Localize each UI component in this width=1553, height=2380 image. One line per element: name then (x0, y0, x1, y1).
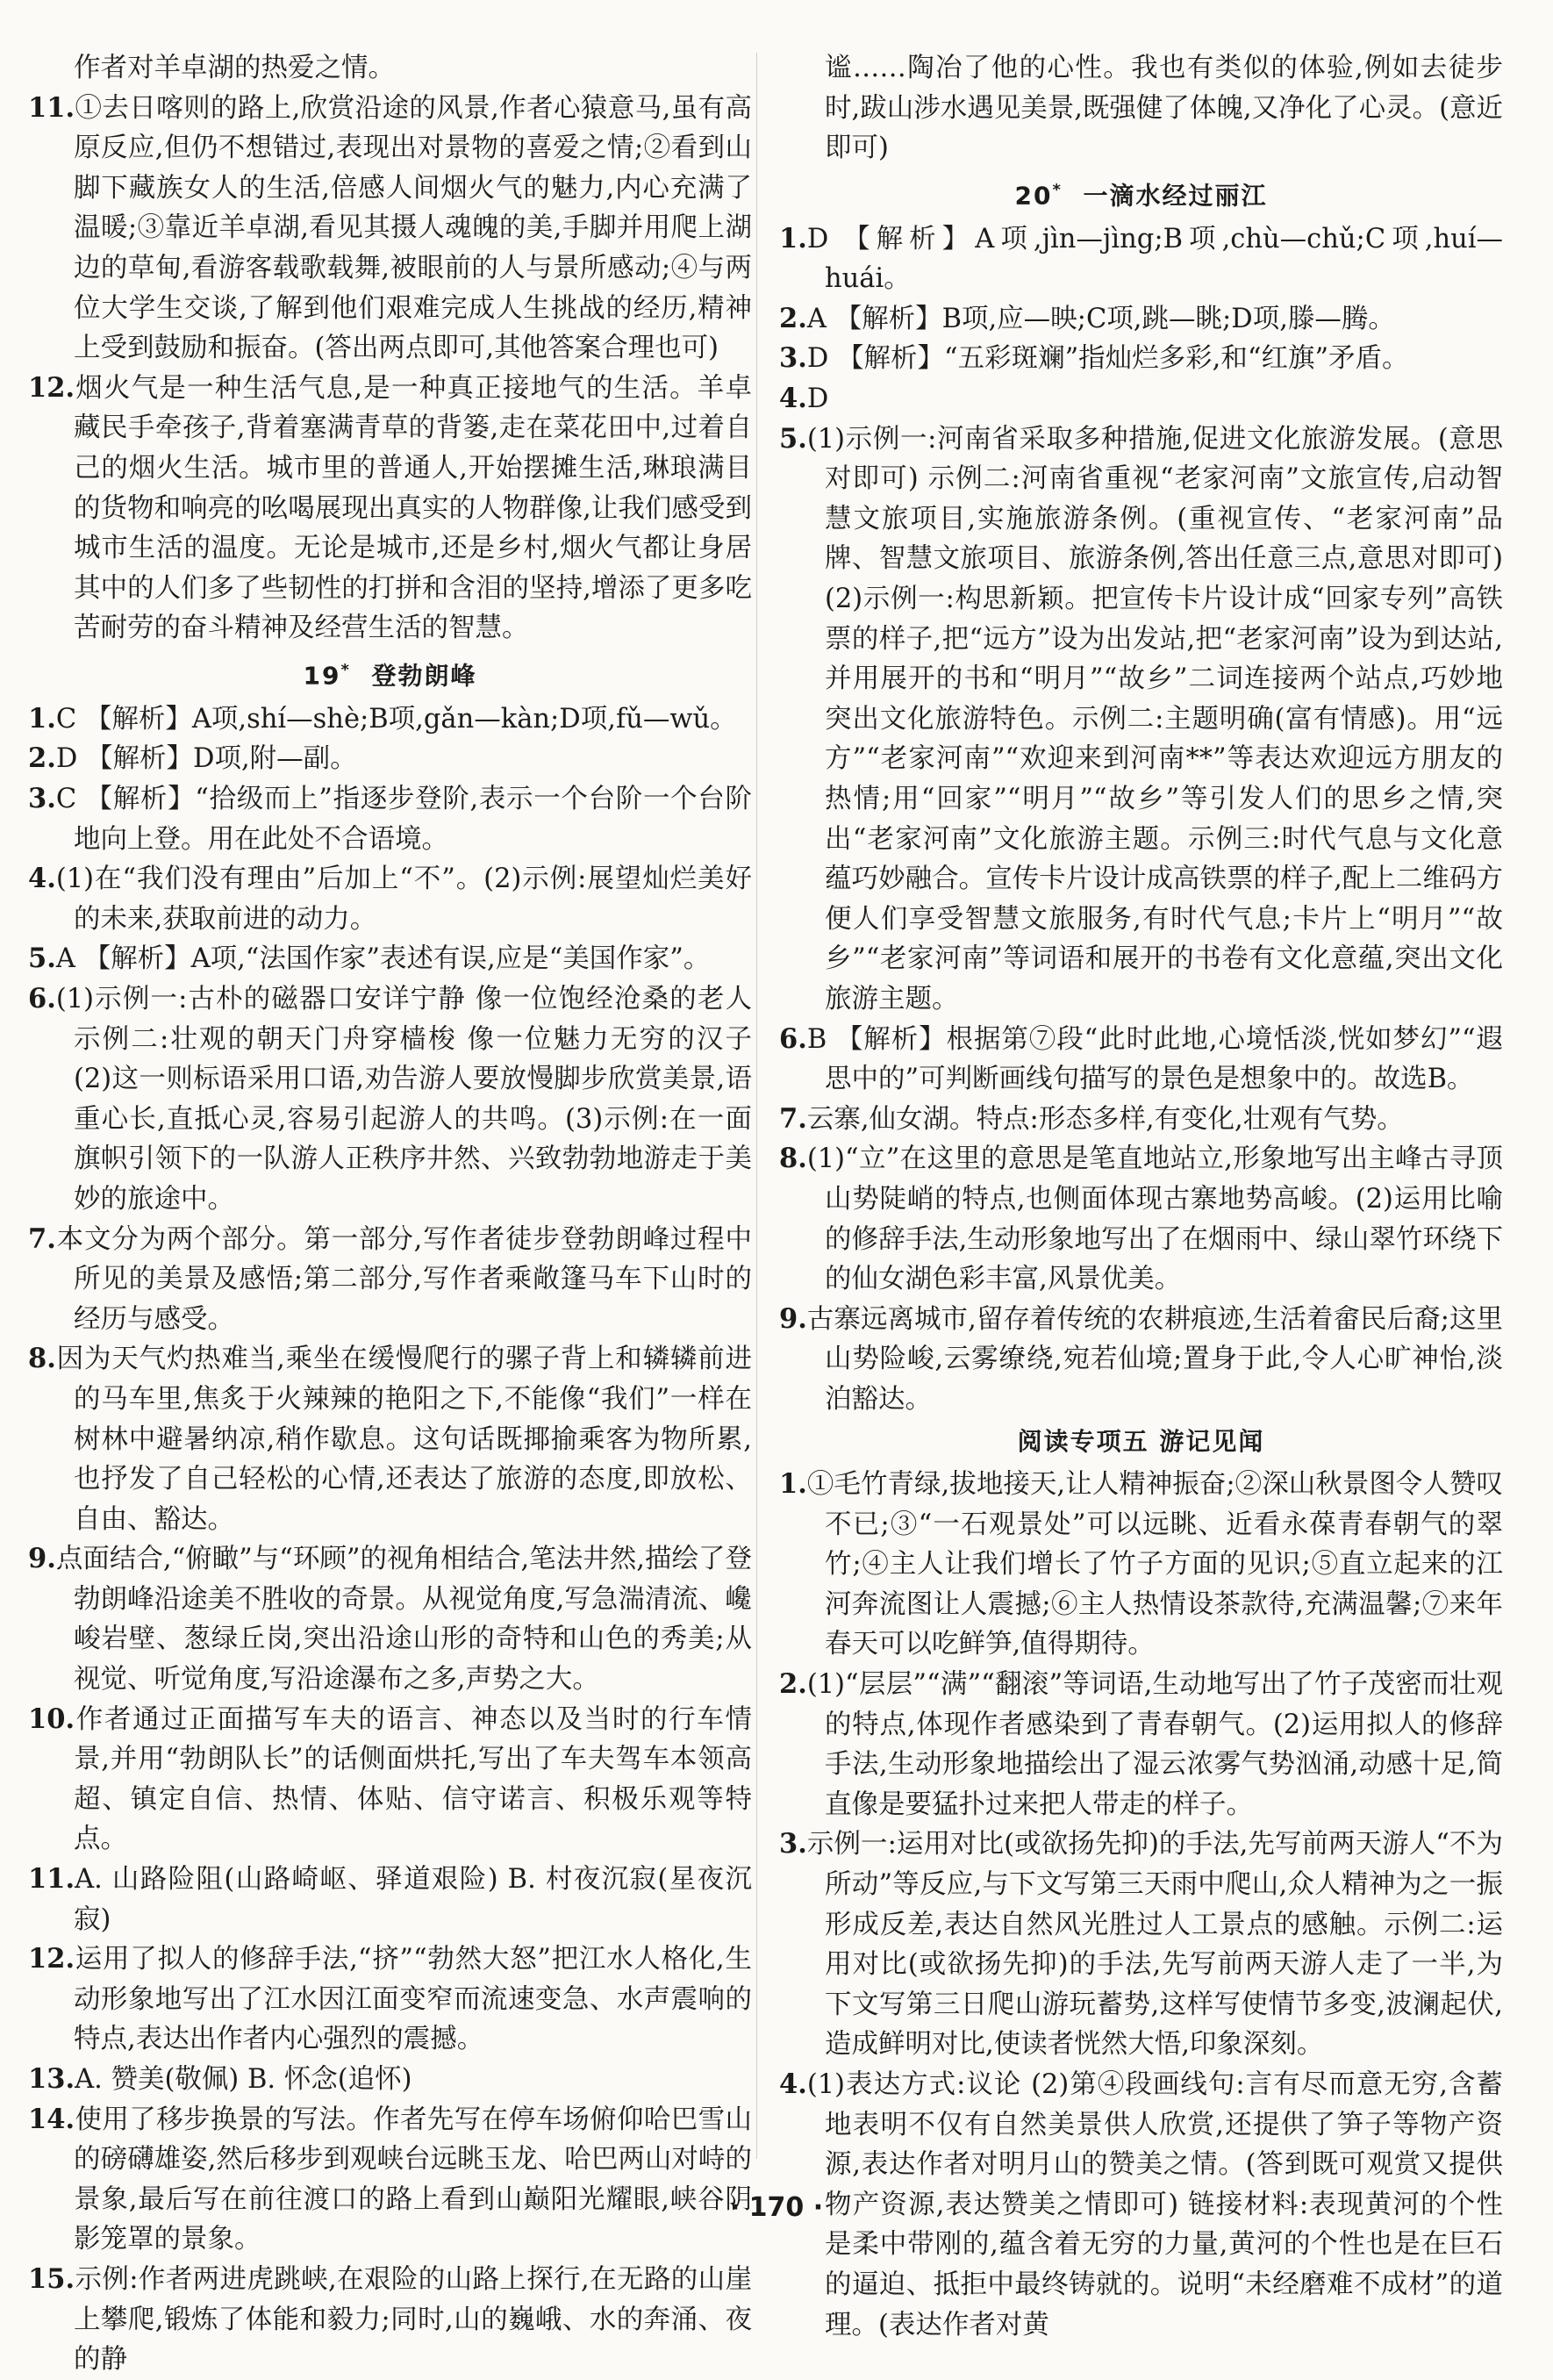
answer-item: 5.A 【解析】A项,“法国作家”表述有误,应是“美国作家”。 (28, 943, 711, 975)
column-divider (756, 53, 757, 2159)
answer-item: 11.①去日喀则的路上,欣赏沿途的风景,作者心猿意马,虽有高原反应,但仍不想错过,表现出对景物的喜爱之情;②看到山脚下藏族女人的生活,倍感人间烟火气的魅力,内心充满了温暖;③靠近羊卓湖,看见其摄人魂魄的美,手脚并用爬上湖边的草甸,看游客载歌载舞,被眼前的人与景所感动;④与两位大学生交谈,了解到他们艰难完成人生挑战的经历,精神上受到鼓励和振奋。(答出两点即可,其他答案合理也可) (28, 91, 752, 364)
answer-item: 11.A. 山路险阻(山路崎岖、驿道艰险) B. 村夜沉寂(星夜沉寂) (28, 1863, 752, 1935)
answer-item: 3.C 【解析】“拾级而上”指逐步登阶,表示一个台阶一个台阶地向上登。用在此处不合语境。 (28, 783, 752, 855)
answer-list (28, 699, 752, 2380)
answer-item: 15.示例:作者两进虎跳峡,在艰险的山路上探行,在无路的山崖上攀爬,锻炼了体能和毅力;同时,山的巍峨、水的奔涌、夜的静 (28, 2262, 752, 2376)
right-column (779, 48, 1503, 2345)
answer-item: 10.作者通过正面描写车夫的语言、神态以及当时的行车情景,并用“勃朗队长”的话侧面烘托,写出了车夫驾车本领高超、镇定自信、热情、体贴、信守诺言、积极乐观等特点。 (28, 1703, 752, 1855)
answer-item: 12.烟火气是一种生活气息,是一种真正接地气的生活。羊卓藏民手牵孩子,背着塞满青草的背篓,走在菜花田中,过着自己的烟火生活。城市里的普通人,开始摆摊生活,琳琅满目的货物和响亮的吆喝展现出真实的人物群像,让我们感受到城市生活的温度。无论是城市,还是乡村,烟火气都让身居其中的人们多了些韧性的打拼和含泪的坚持,增添了更多吃苦耐劳的奋斗精神及经营生活的智慧。 (28, 371, 752, 644)
answer-item: 5.(1)示例一:河南省采取多种措施,促进文化旅游发展。(意思对即可) 示例二:河南省重视“老家河南”文旅宣传,启动智慧文旅项目,实施旅游条例。(重视宣传、“老家河南”品牌、智慧文旅项目、旅游条例,答出任意三点,意思对即可) (2)示例一:构思新颖。把宣传卡片设计成“回家专列”高铁票的样子,把“远方”设为出发站,把“老家河南”设为到达站,并用展开的书和“明月”“故乡”二词连接两个站点,巧妙地突出文化旅游特色。示例二:主题明确(富有情感)。用“远方”“老家河南”“欢迎来到河南**”等表达欢迎远方朋友的热情;用“回家”“明月”“故乡”等引发人们的思乡之情,突出“老家河南”文化旅游主题。示例三:时代气息与文化意蕴巧妙融合。宣传卡片设计成高铁票的样子,配上二维码方便人们享受智慧文旅服务,有时代气息;卡片上“明月”“故乡”“老家河南”等词语和展开的书卷有文化意蕴,突出文化旅游主题。 (779, 422, 1503, 1014)
answer-item: 4.D (779, 383, 829, 415)
page-number: · 170 · (729, 2192, 824, 2223)
answer-item: 2.A 【解析】B项,应—映;C项,跳—眺;D项,滕—腾。 (779, 302, 1395, 334)
answer-item: 13.A. 赞美(敬佩) B. 怀念(追怀) (28, 2063, 412, 2096)
answer-item: 7.本文分为两个部分。第一部分,写作者徒步登勃朗峰过程中所见的美景及感悟;第二部分,写作者乘敞篷马车下山时的经历与感受。 (28, 1222, 752, 1335)
continued-answer: 作者对羊卓湖的热爱之情。 (74, 53, 395, 83)
answer-item: 6.B 【解析】根据第⑦段“此时此地,心境恬淡,恍如梦幻”“遐思中的”可判断画线句描写的景色是想象中的。故选B。 (779, 1022, 1503, 1095)
answer-item: 3.D 【解析】“五彩斑斓”指灿烂多彩,和“红旗”矛盾。 (779, 342, 1409, 375)
answer-item: 14.使用了移步换景的写法。作者先写在停车场俯仰哈巴雪山的磅礴雄姿,然后移步到观峡台远眺玉龙、哈巴两山对峙的景象,最后写在前往渡口的路上看到山巅阳光耀眼,峡谷阴影笼罩的景象。 (28, 2103, 752, 2255)
answer-item: 8.(1)“立”在这里的意思是笔直地站立,形象地写出主峰古寻顶山势陡峭的特点,也侧面体现古寨地势高峻。(2)运用比喻的修辞手法,生动形象地写出了在烟雨中、绿山翠竹环绕下的仙女湖色彩丰富,风景优美。 (779, 1143, 1503, 1295)
section-heading: 阅读专项五 游记见闻 (1017, 1426, 1265, 1456)
section-heading: 20* 一滴水经过丽江 (1014, 180, 1268, 211)
continued-answer: 谧……陶冶了他的心性。我也有类似的体验,例如去徒步时,跋山涉水遇见美景,既强健了体魄,又净化了心灵。(意近即可) (825, 53, 1503, 164)
answer-item: 1.D 【解析】A项,jìn—jìng;B项,chù—chǔ;C项,huí—huái。 (779, 222, 1503, 295)
answer-item: 8.因为天气灼热难当,乘坐在缓慢爬行的骡子背上和辚辚前进的马车里,焦炙于火辣辣的艳阳之下,不能像“我们”一样在树林中避暑纳凉,稍作歇息。这句话既揶揄乘客为物所累,也抒发了自己轻松的心情,还表达了旅游的态度,即放松、自由、豁达。 (28, 1343, 752, 1535)
answer-item: 6.(1)示例一:古朴的磁器口安详宁静 像一位饱经沧桑的老人 示例二:壮观的朝天门舟穿樯梭 像一位魅力无穷的汉子 (2)这一则标语采用口语,劝告游人要放慢脚步欣赏美景,语重心长,直抵心灵,容易引起游人的共鸣。(3)示例:在一面旗帜引领下的一队游人正秩序井然、兴致勃勃地游走于美妙的旅途中。 (28, 982, 752, 1215)
answer-item: 1.①毛竹青绿,拔地接天,让人精神振奋;②深山秋景图令人赞叹不已;③“一石观景处”可以远眺、近看永葆青春朝气的翠竹;④主人让我们增长了竹子方面的见识;⑤直立起来的江河奔流图让人震撼;⑥主人热情设茶款待,充满温馨;⑦来年春天可以吃鲜笋,值得期待。 (779, 1468, 1503, 1660)
answer-item: 9.点面结合,“俯瞰”与“环顾”的视角相结合,笔法井然,描绘了登勃朗峰沿途美不胜收的奇景。从视觉角度,写急湍清流、巉峻岩壁、葱绿丘岗,突出沿途山形的奇特和山色的秀美;从视觉、听觉角度,写沿途瀑布之多,声势之大。 (28, 1543, 752, 1695)
answer-item: 7.云寨,仙女湖。特点:形态多样,有变化,壮观有气势。 (779, 1102, 1404, 1135)
answer-item: 3.示例一:运用对比(或欲扬先抑)的手法,先写前两天游人“不为所动”等反应,与下文写第三天雨中爬山,众人精神为之一振形成反差,表达自然风光胜过人工景点的感触。示例二:运用对比(或欲扬先抑)的手法,先写前两天游人走了一半,为下文写第三日爬山游玩蓄势,这样写使情节多变,波澜起伏,造成鲜明对比,使读者恍然大悟,印象深刻。 (779, 1828, 1503, 2061)
answer-list (779, 219, 1503, 1420)
left-column (28, 48, 752, 2380)
answer-item: 4.(1)表达方式:议论 (2)第④段画线句:言有尽而意无穷,含蓄地表明不仅有自然美景供人欣赏,还提供了笋子等物产资源,表达作者对明月山的赞美之情。(答到既可观赏又提供物产资源,表达赞美之情即可) 链接材料:表现黄河的个性是柔中带刚的,蕴含着无穷的力量,黄河的个性也是在巨石的逼迫、抵拒中最终铸就的。说明“未经磨难不成材”的道理。(表达作者对黄 (779, 2068, 1503, 2341)
answer-item: 1.C 【解析】A项,shí—shè;B项,gǎn—kàn;D项,fǔ—wǔ。 (28, 702, 737, 735)
answer-item: 2.D 【解析】D项,附—副。 (28, 742, 357, 775)
answer-item: 4.(1)在“我们没有理由”后加上“不”。(2)示例:展望灿烂美好的未来,获取前进的动力。 (28, 863, 752, 935)
answer-item: 12.运用了拟人的修辞手法,“挤”“勃然大怒”把江水人格化,生动形象地写出了江水因江面变窄而流速变急、水声震响的特点,表达出作者内心强烈的震撼。 (28, 1943, 752, 2055)
section-heading: 19* 登勃朗峰 (303, 660, 477, 691)
answer-item: 2.(1)“层层”“满”“翻滚”等词语,生动地写出了竹子茂密而壮观的特点,体现作者感染到了青春朝气。(2)运用拟人的修辞手法,生动形象地描绘出了湿云浓雾气势汹涌,动感十足,简直像是要猛扑过来把人带走的样子。 (779, 1668, 1503, 1820)
answer-item: 9.古寨远离城市,留存着传统的农耕痕迹,生活着畲民后裔;这里山势险峻,云雾缭绕,宛若仙境;置身于此,令人心旷神怡,淡泊豁达。 (779, 1302, 1503, 1415)
